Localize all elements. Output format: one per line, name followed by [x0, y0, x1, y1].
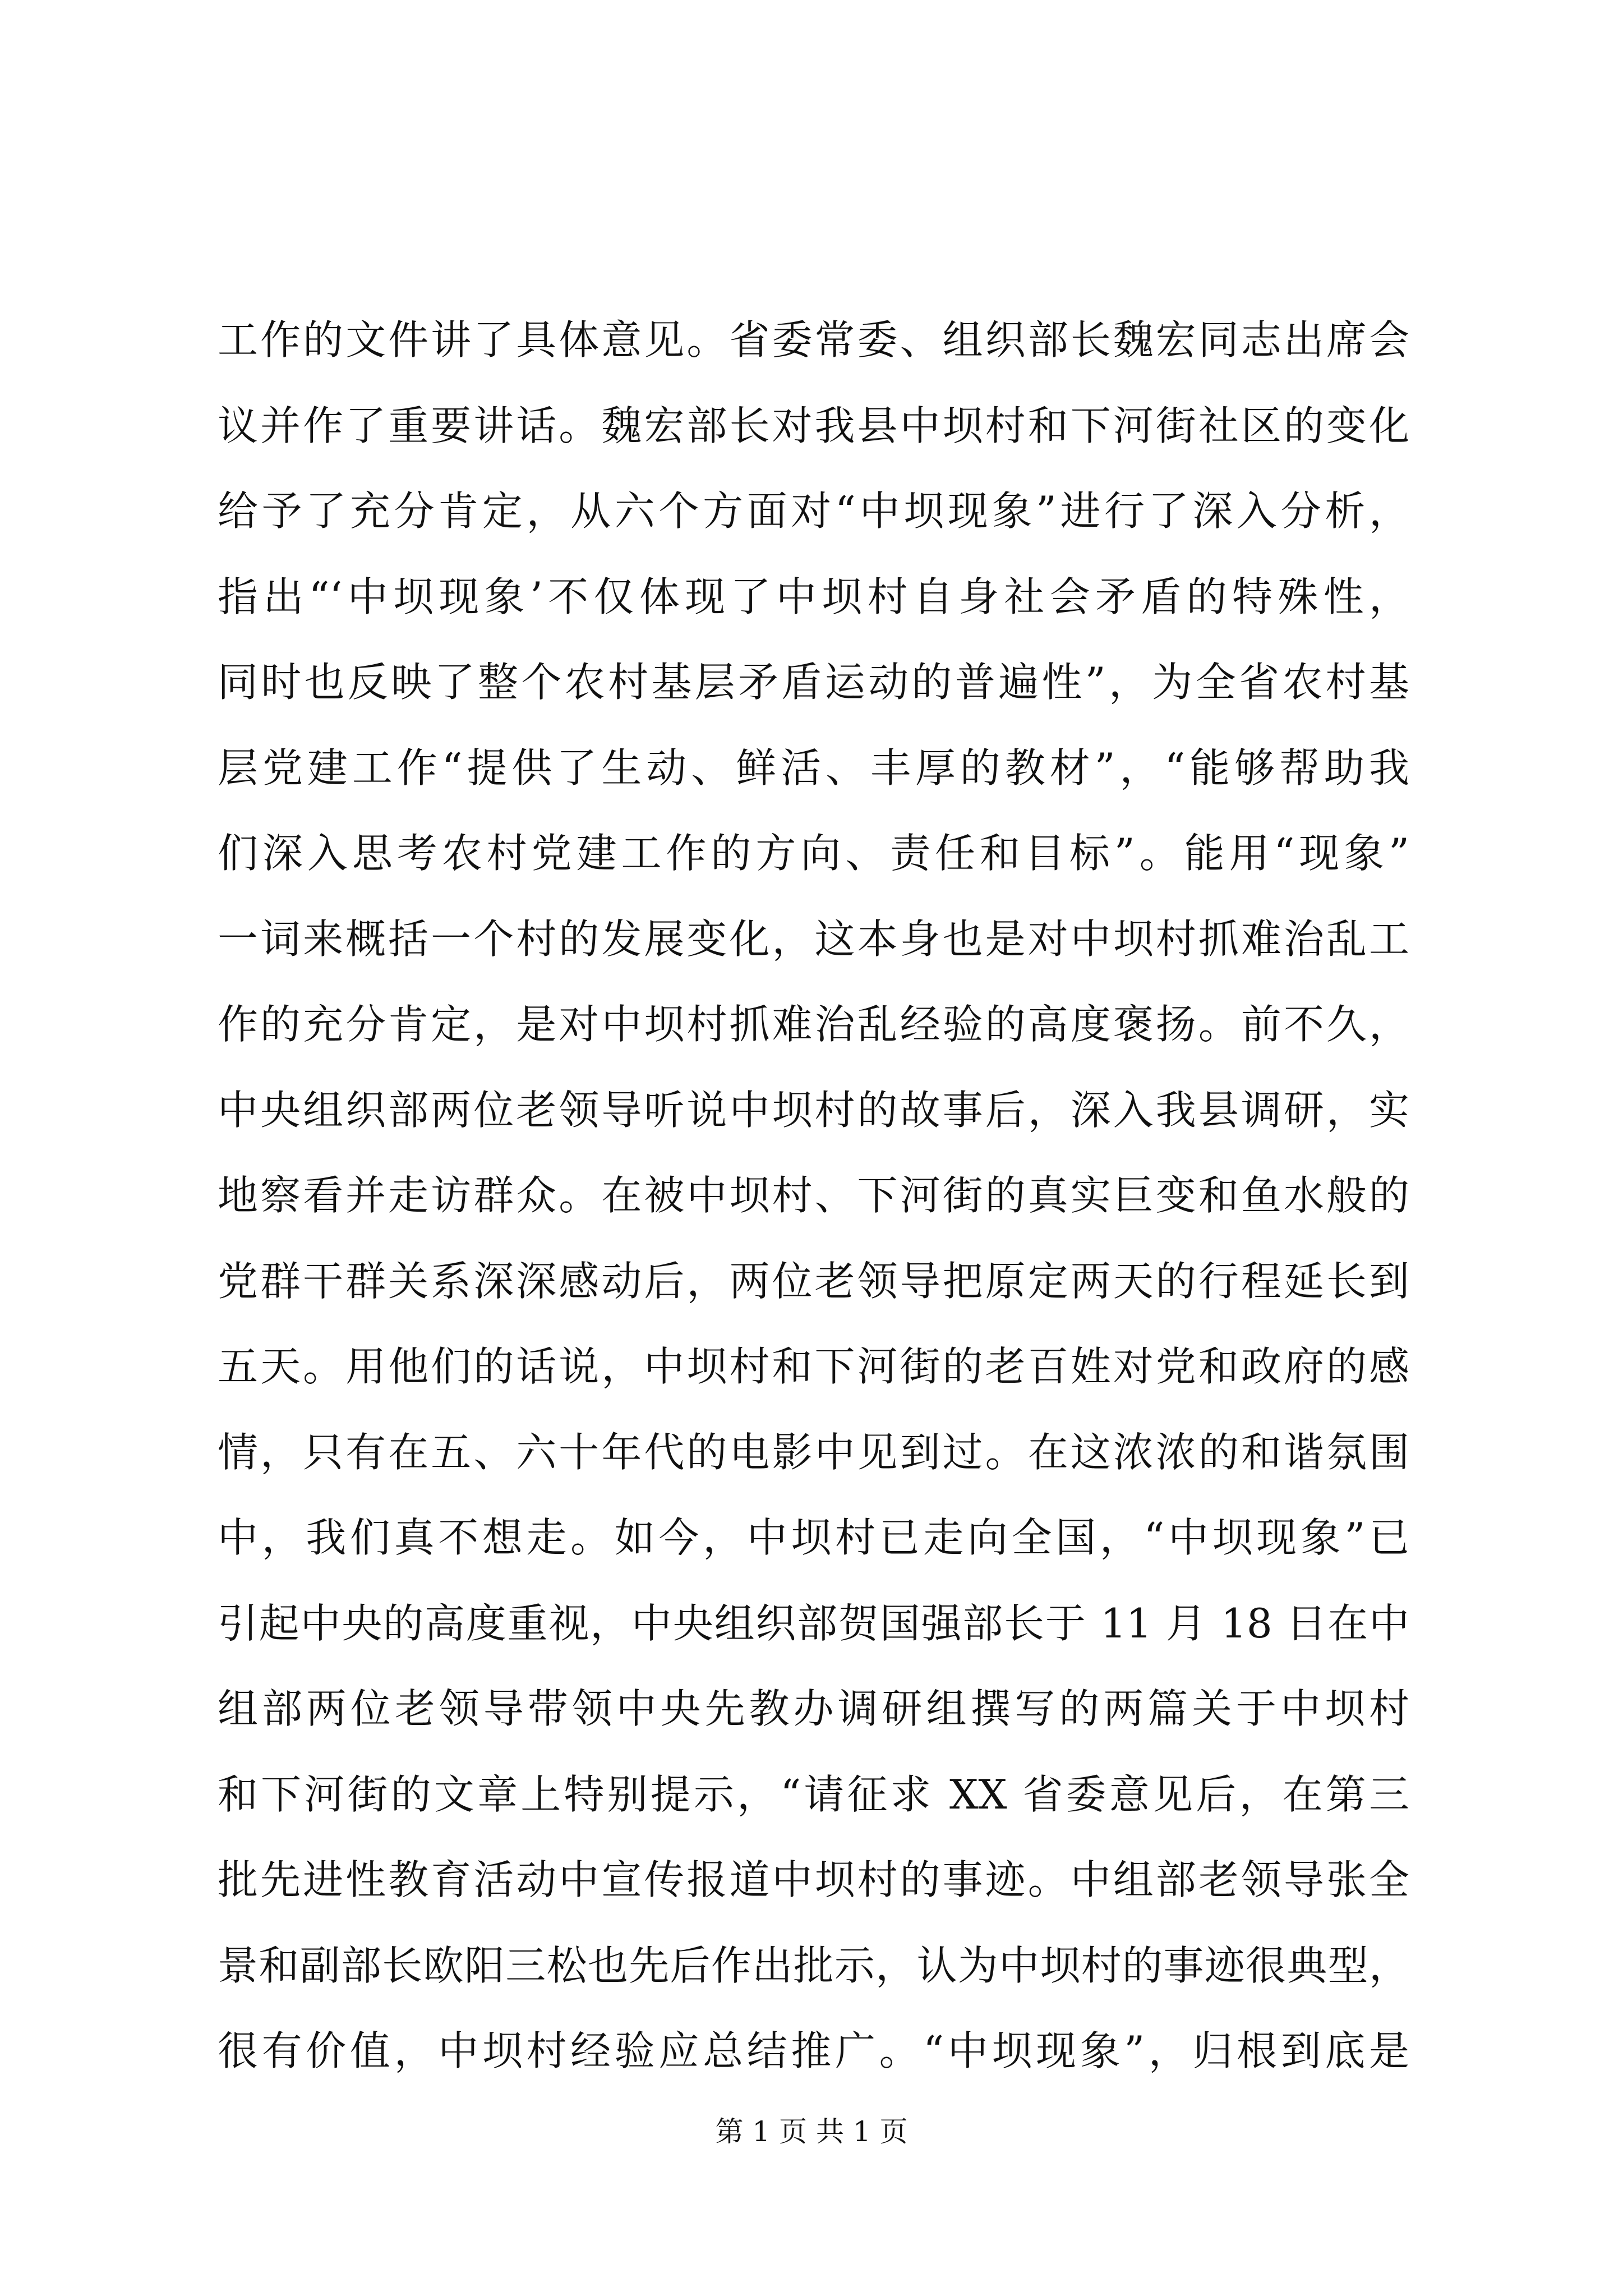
text-line: 组部两位老领导带领中央先教办调研组撰写的两篇关于中坝村 [218, 1685, 1409, 1732]
text-line: 同时也反映了整个农村基层矛盾运动的普遍性”，为全省农村基 [218, 659, 1409, 706]
text-line: 情，只有在五、六十年代的电影中见到过。在这浓浓的和谐氛围 [218, 1428, 1409, 1476]
text-line: 作的充分肯定，是对中坝村抓难治乱经验的高度褒扬。前不久， [218, 1001, 1409, 1048]
body-text [218, 297, 1409, 2094]
text-line: 中，我们真不想走。如今，中坝村已走向全国，“中坝现象”已 [218, 1514, 1409, 1561]
text-line: 景和副部长欧阳三松也先后作出批示，认为中坝村的事迹很典型， [218, 1941, 1409, 1989]
text-line: 中央组织部两位老领导听说中坝村的故事后，深入我县调研，实 [218, 1086, 1409, 1134]
text-line: 议并作了重要讲话。魏宏部长对我县中坝村和下河街社区的变化 [218, 402, 1409, 449]
text-line: 引起中央的高度重视，中央组织部贺国强部长于 11 月 18 日在中 [218, 1599, 1409, 1647]
text-line: 工作的文件讲了具体意见。省委常委、组织部长魏宏同志出席会 [218, 316, 1409, 364]
text-line: 五天。用他们的话说，中坝村和下河街的老百姓对党和政府的感 [218, 1343, 1409, 1390]
text-line: 给予了充分肯定，从六个方面对“中坝现象”进行了深入分析， [218, 487, 1409, 535]
text-line: 层党建工作“提供了生动、鲜活、丰厚的教材”，“能够帮助我 [218, 744, 1409, 792]
text-line: 一词来概括一个村的发展变化，这本身也是对中坝村抓难治乱工 [218, 915, 1409, 963]
text-line: 批先进性教育活动中宣传报道中坝村的事迹。中组部老领导张全 [218, 1856, 1409, 1903]
text-line: 地察看并走访群众。在被中坝村、下河街的真实巨变和鱼水般的 [218, 1172, 1409, 1219]
text-line: 和下河街的文章上特别提示，“请征求 XX 省委意见后，在第三 [218, 1770, 1409, 1818]
text-line: 党群干群关系深深感动后，两位老领导把原定两天的行程延长到 [218, 1257, 1409, 1305]
text-line: 们深入思考农村党建工作的方向、责任和目标”。能用“现象” [218, 830, 1409, 877]
page-footer: 第 1 页 共 1 页 [715, 2115, 908, 2148]
text-line: 很有价值，中坝村经验应总结推广。“中坝现象”，归根到底是 [218, 2027, 1409, 2074]
text-line: 指出“‘中坝现象’不仅体现了中坝村自身社会矛盾的特殊性， [218, 573, 1409, 620]
